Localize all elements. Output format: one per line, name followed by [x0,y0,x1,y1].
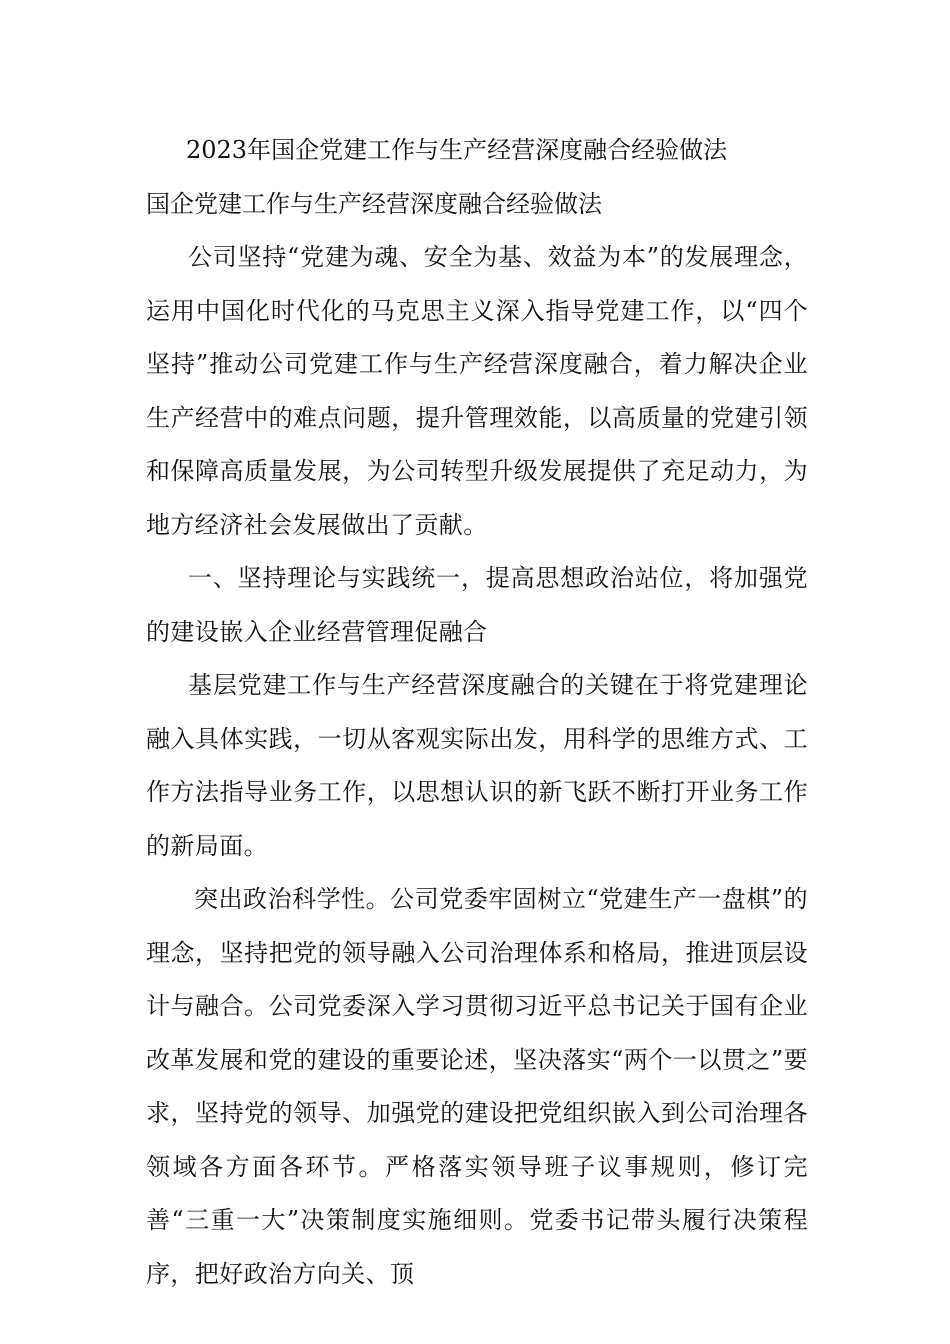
document-body [146,124,808,1301]
section-heading-1: 一、坚持理论与实践统一，提高思想政治站位，将加强党的建设嵌入企业经营管理促融合 [146,564,808,646]
document-title: 2023年国企党建工作与生产经营深度融合经验做法 [186,136,728,164]
document-subtitle: 国企党建工作与生产经营深度融合经验做法 [146,189,602,218]
paragraph-political-science: 突出政治科学性。公司党委牢固树立“党建生产一盘棋”的理念，坚持把党的领导融入公司治理体系和格局，推进顶层设计与融合。公司党委深入学习贯彻习近平总书记关于国有企业改革发展和党的建设的重要论述，坚决落实“两个一以贯之”要求，坚持党的领导、加强党的建设把党组织嵌入到公司治理各领域各方面各环节。严格落实领导班子议事规则，修订完善“三重一大”决策制度实施细则。党委书记带头履行决策程序，把好政治方向关、顶 [146,885,808,1288]
paragraph-intro: 公司坚持“党建为魂、安全为基、效益为本”的发展理念，运用中国化时代化的马克思主义深入指导党建工作，以“四个坚持”推动公司党建工作与生产经营深度融合，着力解决企业生产经营中的难点问题，提升管理效能，以高质量的党建引领和保障高质量发展，为公司转型升级发展提供了充足动力，为地方经济社会发展做出了贡献。 [146,243,808,539]
paragraph-section-1: 基层党建工作与生产经营深度融合的关键在于将党建理论融入具体实践，一切从客观实际出发，用科学的思维方式、工作方法指导业务工作，以思想认识的新飞跃不断打开业务工作的新局面。 [146,671,808,860]
